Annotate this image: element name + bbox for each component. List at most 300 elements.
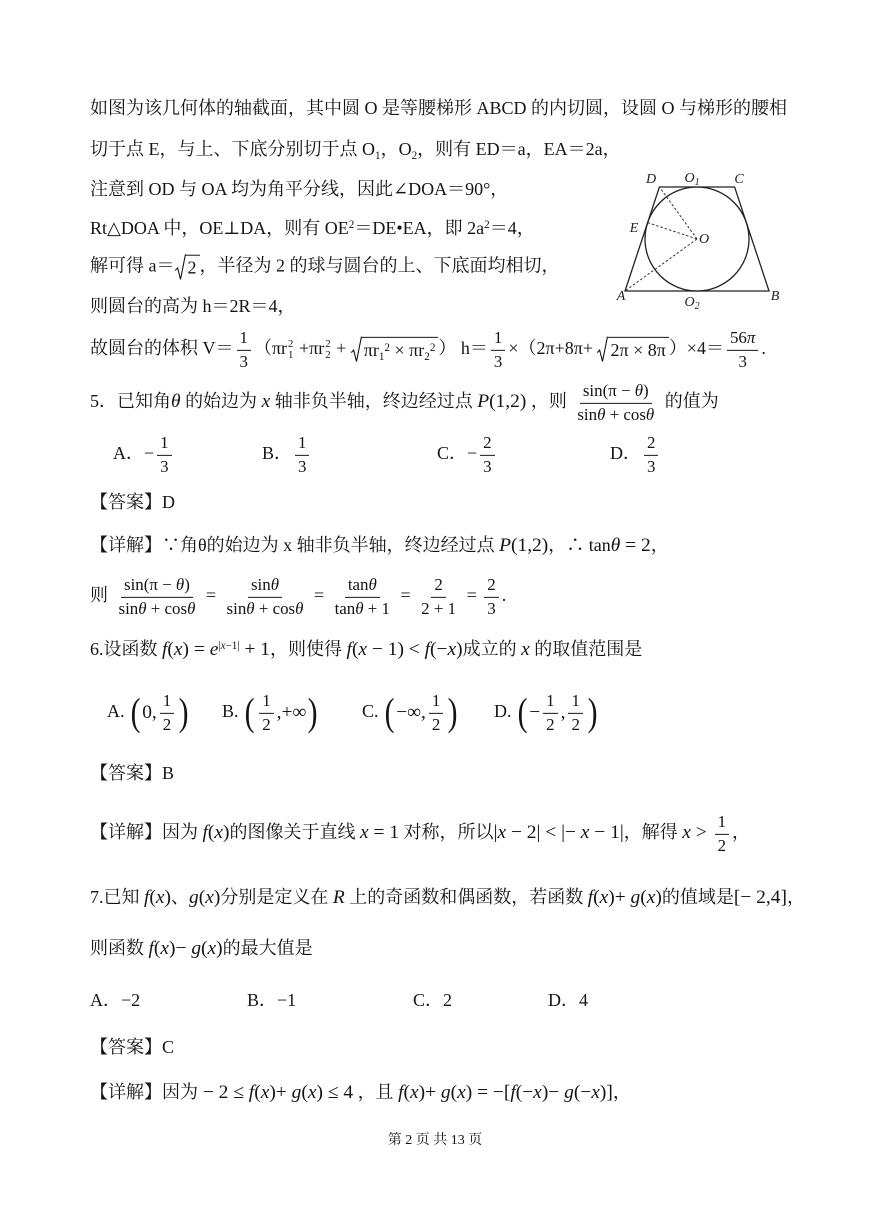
text-run: + cos [605, 404, 646, 424]
text-run: 2 [647, 432, 656, 452]
math-variable: g [189, 886, 199, 908]
fraction-numerator [237, 328, 251, 351]
left-bracket: ( [130, 690, 141, 735]
text-run: 2 [431, 714, 441, 734]
bracket-group [129, 691, 190, 735]
text-run: sin [250, 574, 271, 594]
text-run: 1 [375, 149, 381, 162]
question-5-explanation-2 [90, 575, 506, 619]
text-run: = [201, 585, 221, 606]
bracket-content [142, 691, 177, 735]
math-variable: θ [295, 598, 304, 618]
math-variable: x [533, 1081, 542, 1103]
text-run: 对称，所以 [399, 822, 494, 843]
math-text: [− 2,4] [733, 886, 787, 908]
text-run: 切于点 E，与上、下底分别切于点 O [90, 138, 375, 159]
math-variable: f [510, 1081, 516, 1103]
math-text: − 1| [589, 822, 624, 844]
math-variable: x [599, 886, 609, 908]
text-run: 的值为 [660, 391, 719, 412]
text-run: + cos [146, 598, 188, 618]
text-run: 3 [298, 456, 307, 476]
text-run: tan [334, 598, 356, 618]
text-run: sin(π − [582, 380, 635, 400]
math-text: , [560, 701, 566, 723]
superscript [484, 219, 490, 231]
fraction-denominator [484, 598, 498, 620]
math-variable: π [746, 327, 756, 347]
text-run: 的图像关于直线 [229, 822, 361, 843]
text-run: 2 [325, 337, 331, 350]
figure-label-e [629, 221, 639, 236]
math-variable: f [202, 822, 208, 844]
figure-label-letter: D [645, 172, 657, 187]
fraction-denominator [480, 456, 494, 478]
math-variable: θ [246, 598, 255, 618]
fraction-numerator [248, 575, 282, 598]
math-text: = 2 [620, 534, 651, 556]
fraction-numerator [644, 433, 658, 456]
text-run: tan [347, 574, 369, 594]
text-run: 、 [171, 886, 190, 907]
math-variable: e [209, 638, 219, 660]
fraction [480, 433, 494, 477]
math-variable: θ [270, 574, 280, 594]
solution-line-2 [90, 137, 621, 161]
math-variable: x [260, 1081, 270, 1103]
text-run: ，且 [353, 1081, 399, 1102]
stacked-sub-superscript [325, 339, 330, 362]
question-7-stem-1 [90, 885, 805, 911]
question-7-answer [90, 1035, 174, 1059]
math-variable: θ [138, 598, 147, 618]
text-run: ，则使得 [270, 638, 347, 659]
radical-icon [351, 337, 362, 362]
superscript [384, 342, 390, 354]
text-run: 1 [546, 690, 555, 710]
question-6-option-b [222, 691, 320, 735]
fraction [491, 328, 505, 372]
right-bracket: ) [178, 690, 189, 735]
math-text: ( [301, 1081, 308, 1103]
text-run: ×（2π+8π+ [508, 338, 598, 359]
text-run: ，则 [526, 391, 572, 412]
text-run: 2 [434, 574, 443, 594]
bracket-content [396, 691, 446, 735]
math-text: )+ [418, 1081, 441, 1103]
fraction-denominator [491, 351, 505, 373]
text-run: 1 [160, 432, 169, 452]
radical-icon [175, 255, 186, 280]
question-5-option-a [113, 433, 175, 477]
text-run: A．− [113, 443, 155, 464]
fraction-denominator [715, 835, 729, 857]
math-variable: f [248, 1081, 255, 1103]
text-run: ， [786, 886, 805, 907]
figure-label-subscript: 1 [694, 177, 700, 188]
math-text: ( [153, 937, 161, 959]
math-variable: x [360, 822, 369, 844]
text-run: sin(π − [124, 574, 176, 594]
text-run: 1 [493, 327, 503, 347]
math-variable: P [499, 534, 511, 556]
text-run: sin [577, 404, 598, 424]
solution-volume-line [90, 328, 766, 372]
math-text: )− [169, 937, 192, 959]
text-run: ， [612, 1081, 631, 1102]
bracket-content [529, 691, 586, 735]
text-run: 【答案】D [90, 491, 175, 512]
dashed-segment-oe [648, 223, 697, 239]
question-5-explanation-1 [90, 533, 669, 559]
math-text: | [218, 640, 221, 653]
text-run: 的值域是 [661, 886, 734, 907]
text-run: πr [363, 340, 379, 361]
fraction-numerator [121, 575, 193, 598]
math-text: ) [223, 822, 230, 844]
math-text: (− [573, 1081, 592, 1103]
text-run: ）×4＝ [668, 338, 724, 359]
text-run: 1 [431, 690, 441, 710]
text-run: 5．已知角 [90, 391, 171, 412]
math-variable: f [162, 638, 168, 660]
math-variable: x [155, 886, 165, 908]
fraction-numerator [259, 691, 273, 714]
fraction-numerator [568, 691, 582, 714]
text-run: 2 [546, 714, 555, 734]
text-run: ，∴ tan [548, 534, 611, 555]
fraction-denominator [332, 598, 393, 620]
text-run: ， [650, 534, 669, 555]
text-run: ＝DE•EA，即 2a [354, 217, 485, 238]
radical-sign-icon [597, 337, 608, 362]
math-variable: θ [610, 534, 621, 556]
fraction [332, 575, 393, 619]
math-text: (− [430, 638, 448, 660]
question-7-option-c [413, 988, 452, 1012]
fraction-denominator [574, 404, 657, 426]
text-run: 轴非负半轴，终边经过点 [270, 391, 478, 412]
text-run: ) [643, 380, 649, 400]
math-variable: f [346, 638, 352, 660]
math-variable: x [160, 937, 170, 959]
math-text: ( [207, 822, 215, 844]
left-bracket: ( [384, 690, 395, 735]
text-run: 1 [378, 350, 385, 363]
text-run: 3 [493, 351, 503, 371]
question-7-stem-2 [90, 936, 313, 962]
text-run: 2 [348, 219, 355, 232]
text-run: 如图为该几何体的轴截面，其中圆 O 是等腰梯形 ABCD 的内切圆，设圆 O 与梯形的腰相 [90, 97, 788, 118]
subscript [375, 149, 381, 161]
question-7-option-b [247, 988, 296, 1012]
math-variable: x [682, 822, 691, 844]
text-run: 3 [738, 351, 747, 371]
question-5-option-b [262, 433, 312, 477]
text-run: 2 [484, 219, 490, 232]
text-run: . [501, 585, 507, 606]
subscript [412, 149, 418, 161]
math-variable: x [457, 1081, 466, 1103]
text-run: 7.已知 [90, 886, 144, 907]
radical-sign-icon [175, 255, 186, 280]
superscript [430, 342, 436, 354]
fraction [727, 328, 758, 372]
text-run: ，O [380, 138, 412, 159]
math-variable: x [307, 1081, 317, 1103]
text-run: + [331, 338, 351, 359]
fraction [116, 575, 199, 619]
math-variable: x [580, 822, 590, 844]
fraction-denominator [568, 714, 582, 736]
question-6-answer [90, 761, 174, 785]
square-root [597, 337, 668, 362]
solution-line-6 [90, 294, 296, 318]
math-variable: x [173, 638, 183, 660]
fraction-numerator [157, 433, 171, 456]
dashed-segment-oa [625, 239, 697, 291]
superscript [218, 640, 239, 652]
fraction-denominator [157, 456, 171, 478]
text-run: A. [107, 701, 129, 722]
text-run: 则函数 [90, 937, 149, 958]
dashed-segment-od [659, 187, 697, 239]
math-text: ) [655, 886, 662, 908]
text-run: 2 [288, 337, 294, 350]
text-run: 【详解】因为 [90, 822, 203, 843]
fraction-numerator [543, 691, 557, 714]
bracket-content [256, 691, 306, 735]
text-run: = [309, 585, 329, 606]
text-run: ，解得 [623, 822, 683, 843]
math-variable: f [148, 937, 154, 959]
superscript [349, 219, 355, 231]
text-run: B. [222, 701, 244, 722]
text-run: 的最大值是 [222, 937, 313, 958]
text-run: 上的奇函数和偶函数，若函数 [344, 886, 588, 907]
solution-line-1 [90, 96, 787, 120]
math-variable: x [261, 391, 271, 413]
fraction [237, 328, 251, 372]
text-run: C. [362, 701, 384, 722]
text-run: 3 [160, 456, 169, 476]
text-run: ） h＝ [438, 338, 488, 359]
question-5-option-d [610, 433, 661, 477]
math-variable: f [398, 1081, 404, 1103]
text-run: 【详解】∵角θ的始边为 x 轴非负半轴，终边经过点 [90, 534, 500, 555]
text-run: 3 [647, 456, 656, 476]
math-text: ) [216, 937, 223, 959]
math-variable: x [358, 638, 368, 660]
math-variable: g [630, 886, 641, 908]
math-text: | [493, 822, 498, 844]
math-variable: R [332, 886, 345, 908]
text-run: + cos [254, 598, 296, 618]
text-run: 1 [262, 690, 271, 710]
fraction [295, 433, 309, 477]
text-run: 1 [571, 690, 580, 710]
fraction-numerator [580, 381, 652, 404]
right-bracket: ) [587, 690, 598, 735]
left-bracket: ( [244, 690, 255, 735]
fraction [484, 575, 498, 619]
math-text: + 1 [239, 638, 271, 660]
text-run: D． [610, 443, 641, 464]
figure-label-subscript: 2 [694, 301, 700, 312]
math-text: (− [515, 1081, 534, 1103]
question-5-answer [90, 490, 175, 514]
question-6-option-a [107, 691, 190, 735]
radical-sign-icon [351, 337, 362, 362]
text-run: 2 [162, 714, 172, 734]
math-variable: x [214, 822, 224, 844]
question-7-option-d [548, 988, 588, 1012]
figure-label-letter: O [684, 171, 695, 186]
math-variable: x [409, 1081, 419, 1103]
fraction [715, 812, 729, 856]
fraction-denominator [418, 598, 459, 620]
fraction-numerator [491, 328, 505, 351]
text-run: 1 [298, 432, 307, 452]
figure-label-letter: A [616, 289, 626, 304]
fraction-denominator [259, 714, 273, 736]
right-bracket: ) [447, 690, 458, 735]
text-run: C．2 [413, 989, 453, 1010]
figure-label-letter: O [684, 295, 695, 310]
text-run: 2 [487, 574, 496, 594]
math-text: ( [351, 638, 359, 660]
radical-icon [597, 337, 608, 362]
fraction-denominator [735, 351, 749, 373]
text-run: 注意到 OD 与 OA 均为角平分线，因此∠DOA＝90°， [90, 178, 509, 199]
text-run: 1 [239, 327, 248, 347]
math-variable: x [207, 937, 217, 959]
math-variable: x [205, 886, 214, 908]
math-variable: x [591, 1081, 600, 1103]
text-run: 【答案】B [90, 762, 175, 783]
text-run: +πr [294, 338, 325, 359]
text-run: 2 [571, 714, 580, 734]
question-7-option-a [90, 988, 140, 1012]
math-text: − 2 ≤ [198, 1081, 249, 1103]
math-text: ( [593, 886, 600, 908]
question-6-stem [90, 637, 642, 663]
text-run: ，则有 ED＝a，EA＝2a， [417, 138, 621, 159]
text-run: Rt△DOA 中，OE⊥DA，则有 OE [90, 217, 349, 238]
math-text: ( [167, 638, 174, 660]
fraction [568, 691, 582, 735]
math-text: ( [149, 886, 156, 908]
fraction-denominator [429, 714, 443, 736]
fraction-numerator [295, 433, 309, 456]
text-run: 成立的 [462, 638, 522, 659]
text-run: 2 [424, 350, 430, 363]
math-variable: x [447, 638, 457, 660]
subscript [325, 350, 330, 361]
text-run: 2 [429, 341, 436, 354]
question-7-explanation [90, 1080, 631, 1106]
text-run: 分别是定义在 [220, 886, 333, 907]
math-variable: x [521, 638, 530, 660]
fraction [157, 433, 171, 477]
fraction-denominator [116, 598, 199, 620]
figure-label-a [616, 289, 626, 304]
fraction-numerator [480, 433, 494, 456]
math-text: 0, [142, 701, 157, 723]
square-root [175, 255, 200, 280]
text-run: 2 [187, 257, 197, 278]
fraction-numerator [431, 575, 445, 598]
text-run: 2 [325, 349, 331, 361]
left-bracket: ( [517, 690, 528, 735]
text-run: 3 [483, 456, 492, 476]
text-run: 则 [90, 585, 113, 606]
fraction [429, 691, 443, 735]
solution-line-5 [90, 254, 560, 281]
math-variable: θ [171, 391, 181, 413]
text-run: 3 [487, 598, 496, 618]
fraction-numerator [429, 691, 443, 714]
text-run: 2 [411, 149, 418, 162]
figure-label-letter: E [629, 221, 639, 236]
math-variable: P [477, 391, 490, 413]
math-text: ) ≤ 4 [316, 1081, 354, 1103]
text-run: D．4 [548, 989, 588, 1010]
fraction-numerator [160, 691, 174, 714]
math-variable: g [291, 1081, 302, 1103]
text-run: B． [262, 443, 293, 464]
math-variable: θ [175, 574, 185, 594]
figure-label-letter: C [734, 172, 744, 187]
text-run: ，半径为 2 的球与圆台的上、下底面均相切， [199, 255, 560, 276]
math-variable: θ [187, 598, 196, 618]
text-run: + 1 [363, 598, 391, 618]
math-variable: x [646, 886, 656, 908]
math-text: ( [198, 886, 206, 908]
math-text: ) [164, 886, 172, 908]
figure-label-letter: O [698, 232, 710, 247]
text-run: ， [732, 822, 751, 843]
text-run: 1 [162, 690, 172, 710]
fraction [574, 381, 657, 425]
math-variable: x [220, 640, 226, 653]
fraction-denominator [295, 456, 309, 478]
text-run: ＝4， [489, 217, 535, 238]
solution-line-3 [90, 177, 508, 201]
fraction-numerator [345, 575, 380, 598]
text-run: 2 [717, 835, 727, 855]
fraction [259, 691, 273, 735]
math-text: ) = [182, 638, 210, 660]
math-text: )− [541, 1081, 565, 1103]
fraction [224, 575, 307, 619]
question-6-option-c [362, 691, 460, 735]
radicand [608, 337, 668, 362]
fraction-numerator [484, 575, 498, 598]
figure-label-o [699, 232, 709, 247]
text-run: 2 [262, 714, 271, 734]
fraction-denominator [224, 598, 307, 620]
solution-line-4 [90, 216, 535, 240]
bracket-group [243, 691, 320, 735]
page-footer: 第 2 页 共 13 页 [387, 1133, 483, 1148]
math-text: − 2| < |− [506, 822, 581, 844]
math-variable: θ [355, 598, 364, 618]
math-text: = 1 [368, 822, 400, 844]
text-run: C．− [437, 443, 478, 464]
text-run: sin [226, 598, 247, 618]
math-variable: f [144, 886, 150, 908]
